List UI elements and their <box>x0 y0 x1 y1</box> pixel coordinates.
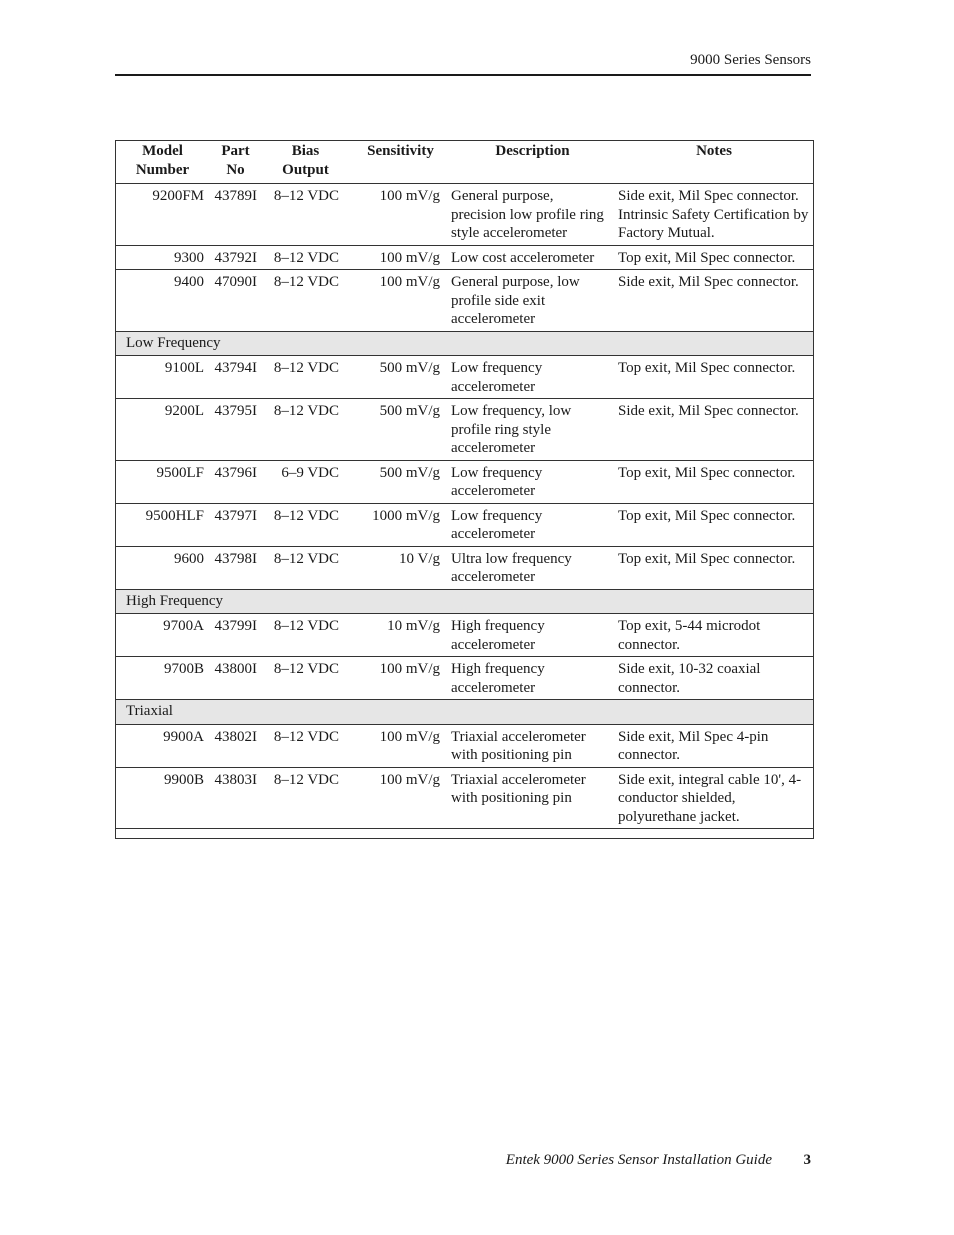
cell-notes: Top exit, Mil Spec connector. <box>614 460 814 503</box>
cell-bias: 8–12 VDC <box>261 657 350 700</box>
cell-bias: 8–12 VDC <box>261 270 350 332</box>
col-header-bias-line1: Bias <box>291 143 320 159</box>
cell-model: 9500LF <box>115 460 210 503</box>
cell-description: High frequency accelerometer <box>451 657 614 700</box>
col-header-model-line2: Number <box>135 161 190 178</box>
cell-model: 9700B <box>115 657 210 700</box>
col-header-sensitivity: Sensitivity <box>350 141 451 184</box>
cell-notes: Top exit, Mil Spec connector. <box>614 245 814 270</box>
col-header-description: Description <box>451 141 614 184</box>
cell-description: General purpose, precision low profile ring style accelerometer <box>451 184 614 246</box>
cell-model: 9700A <box>115 614 210 657</box>
cell-bias: 8–12 VDC <box>261 399 350 461</box>
cell-sensitivity: 500 mV/g <box>350 356 451 399</box>
cell-bias: 8–12 VDC <box>261 724 350 767</box>
cell-sensitivity: 100 mV/g <box>350 245 451 270</box>
table-row <box>115 245 814 270</box>
table-row <box>115 184 814 246</box>
cell-description: Triaxial accelerometer with positioning pin <box>451 724 614 767</box>
cell-sensitivity: 500 mV/g <box>350 460 451 503</box>
cell-notes: Side exit, Mil Spec connector. <box>614 399 814 461</box>
cell-bias: 8–12 VDC <box>261 503 350 546</box>
col-header-bias <box>261 141 350 184</box>
cell-model: 9200L <box>115 399 210 461</box>
section-label: High Frequency <box>115 589 814 614</box>
cell-description: High frequency accelerometer <box>451 614 614 657</box>
cell-model: 9600 <box>115 546 210 589</box>
cell-sensitivity: 100 mV/g <box>350 767 451 829</box>
cell-part: 43802I <box>210 724 261 767</box>
table-row <box>115 767 814 829</box>
cell-part: 43797I <box>210 503 261 546</box>
cell-part: 43794I <box>210 356 261 399</box>
col-header-model <box>115 141 210 184</box>
cell-model: 9500HLF <box>115 503 210 546</box>
table-row <box>115 460 814 503</box>
cell-bias: 8–12 VDC <box>261 245 350 270</box>
cell-part: 43800I <box>210 657 261 700</box>
cell-part: 43789I <box>210 184 261 246</box>
cell-model: 9100L <box>115 356 210 399</box>
cell-sensitivity: 100 mV/g <box>350 184 451 246</box>
footer-title: Entek 9000 Series Sensor Installation Guide <box>505 1152 772 1168</box>
cell-notes: Side exit, Mil Spec connector. Intrinsic Safety Certification by Factory Mutual. <box>614 184 814 246</box>
cell-description: Low frequency accelerometer <box>451 503 614 546</box>
col-header-model-line1: Model <box>142 143 183 159</box>
cell-notes: Top exit, Mil Spec connector. <box>614 503 814 546</box>
cell-bias: 8–12 VDC <box>261 546 350 589</box>
section-label: Low Frequency <box>115 331 814 356</box>
table-row <box>115 356 814 399</box>
cell-bias: 8–12 VDC <box>261 356 350 399</box>
cell-model: 9400 <box>115 270 210 332</box>
cell-sensitivity: 1000 mV/g <box>350 503 451 546</box>
cell-notes: Side exit, 10-32 coaxial connector. <box>614 657 814 700</box>
cell-notes: Top exit, Mil Spec connector. <box>614 546 814 589</box>
cell-sensitivity: 100 mV/g <box>350 724 451 767</box>
cell-sensitivity: 100 mV/g <box>350 270 451 332</box>
cell-model: 9900A <box>115 724 210 767</box>
cell-part: 43796I <box>210 460 261 503</box>
cell-notes: Side exit, Mil Spec 4-pin connector. <box>614 724 814 767</box>
cell-part: 43792I <box>210 245 261 270</box>
section-row-triaxial <box>115 700 814 725</box>
table-header-row <box>115 141 814 184</box>
section-row-low-frequency <box>115 331 814 356</box>
cell-part: 43798I <box>210 546 261 589</box>
cell-description: Low frequency, low profile ring style accelerometer <box>451 399 614 461</box>
cell-description: General purpose, low profile side exit accelerometer <box>451 270 614 332</box>
table-row <box>115 724 814 767</box>
cell-description: Low frequency accelerometer <box>451 356 614 399</box>
cell-sensitivity: 500 mV/g <box>350 399 451 461</box>
col-header-part-line2: No <box>226 161 245 178</box>
cell-part: 43803I <box>210 767 261 829</box>
cell-notes: Top exit, Mil Spec connector. <box>614 356 814 399</box>
cell-bias: 8–12 VDC <box>261 184 350 246</box>
table-row <box>115 399 814 461</box>
col-header-notes: Notes <box>614 141 814 184</box>
cell-description: Low frequency accelerometer <box>451 460 614 503</box>
table-row <box>115 614 814 657</box>
section-label: Triaxial <box>115 700 814 725</box>
cell-model: 9200FM <box>115 184 210 246</box>
table-row <box>115 503 814 546</box>
page-number: 3 <box>803 1152 811 1168</box>
cell-sensitivity: 100 mV/g <box>350 657 451 700</box>
col-header-part-line1: Part <box>221 143 250 159</box>
cell-description: Ultra low frequency accelerometer <box>451 546 614 589</box>
header-rule <box>115 74 811 76</box>
table-row <box>115 657 814 700</box>
cell-model: 9900B <box>115 767 210 829</box>
cell-description: Low cost accelerometer <box>451 245 614 270</box>
section-row-high-frequency <box>115 589 814 614</box>
cell-model: 9300 <box>115 245 210 270</box>
cell-sensitivity: 10 mV/g <box>350 614 451 657</box>
cell-notes: Side exit, Mil Spec connector. <box>614 270 814 332</box>
cell-bias: 8–12 VDC <box>261 614 350 657</box>
col-header-bias-line2: Output <box>282 161 329 178</box>
sensor-spec-table <box>115 140 814 829</box>
cell-part: 43799I <box>210 614 261 657</box>
running-header: 9000 Series Sensors <box>690 52 811 68</box>
cell-part: 47090I <box>210 270 261 332</box>
cell-notes: Top exit, 5-44 microdot connector. <box>614 614 814 657</box>
cell-sensitivity: 10 V/g <box>350 546 451 589</box>
cell-part: 43795I <box>210 399 261 461</box>
table-row <box>115 270 814 332</box>
cell-bias: 8–12 VDC <box>261 767 350 829</box>
col-header-part <box>210 141 261 184</box>
cell-description: Triaxial accelerometer with positioning pin <box>451 767 614 829</box>
cell-bias: 6–9 VDC <box>261 460 350 503</box>
table-row <box>115 546 814 589</box>
cell-notes: Side exit, integral cable 10', 4-conductor shielded, polyurethane jacket. <box>614 767 814 829</box>
